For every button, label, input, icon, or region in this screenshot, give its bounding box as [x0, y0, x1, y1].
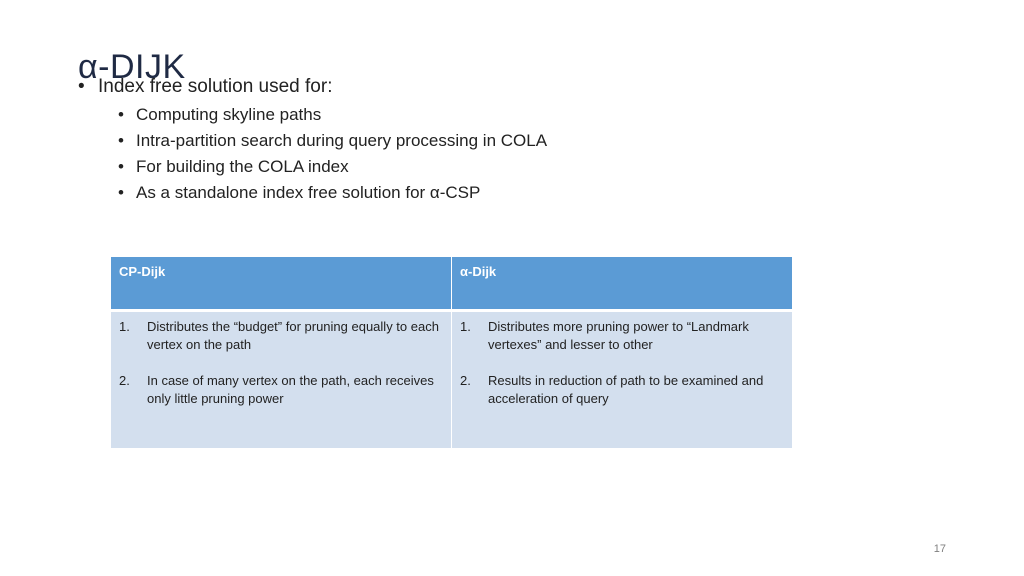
item-number: 1.: [119, 319, 130, 334]
bullet-main: [78, 74, 547, 206]
cell-cp-dijk: [111, 311, 452, 449]
sub-bullet: • Intra-partition search during query processing in COLA: [118, 128, 547, 154]
table-header-row: [111, 257, 793, 311]
bullet-list: [78, 74, 547, 206]
item-text: In case of many vertex on the path, each receives only little pruning power: [147, 373, 434, 406]
list-item: [460, 318, 784, 354]
bullet-main-text: Index free solution used for:: [98, 76, 333, 97]
header-alpha-dijk: α-Dijk: [452, 257, 793, 311]
comparison-table: [110, 256, 793, 449]
item-number: 1.: [460, 319, 471, 334]
cp-dijk-list: [119, 318, 443, 408]
alpha-dijk-list: [460, 318, 784, 408]
item-text: Results in reduction of path to be examined and acceleration of query: [488, 373, 764, 406]
list-item: [119, 318, 443, 354]
item-number: 2.: [119, 373, 130, 388]
sub-bullet: • For building the COLA index: [118, 154, 547, 180]
sub-bullet-list: [98, 102, 547, 206]
list-item: [119, 372, 443, 408]
page-number: 17: [933, 543, 946, 555]
cell-alpha-dijk: [452, 311, 793, 449]
item-number: 2.: [460, 373, 471, 388]
slide-title: α-DIJK: [78, 47, 186, 86]
item-text: Distributes the “budget” for pruning equally to each vertex on the path: [147, 319, 439, 352]
header-cp-dijk: CP-Dijk: [111, 257, 452, 311]
sub-bullet: • As a standalone index free solution for α-CSP: [118, 180, 547, 206]
sub-bullet: • Computing skyline paths: [118, 102, 547, 128]
item-text: Distributes more pruning power to “Landmark vertexes” and lesser to other: [488, 319, 749, 352]
table-row: [111, 311, 793, 449]
list-item: [460, 372, 784, 408]
